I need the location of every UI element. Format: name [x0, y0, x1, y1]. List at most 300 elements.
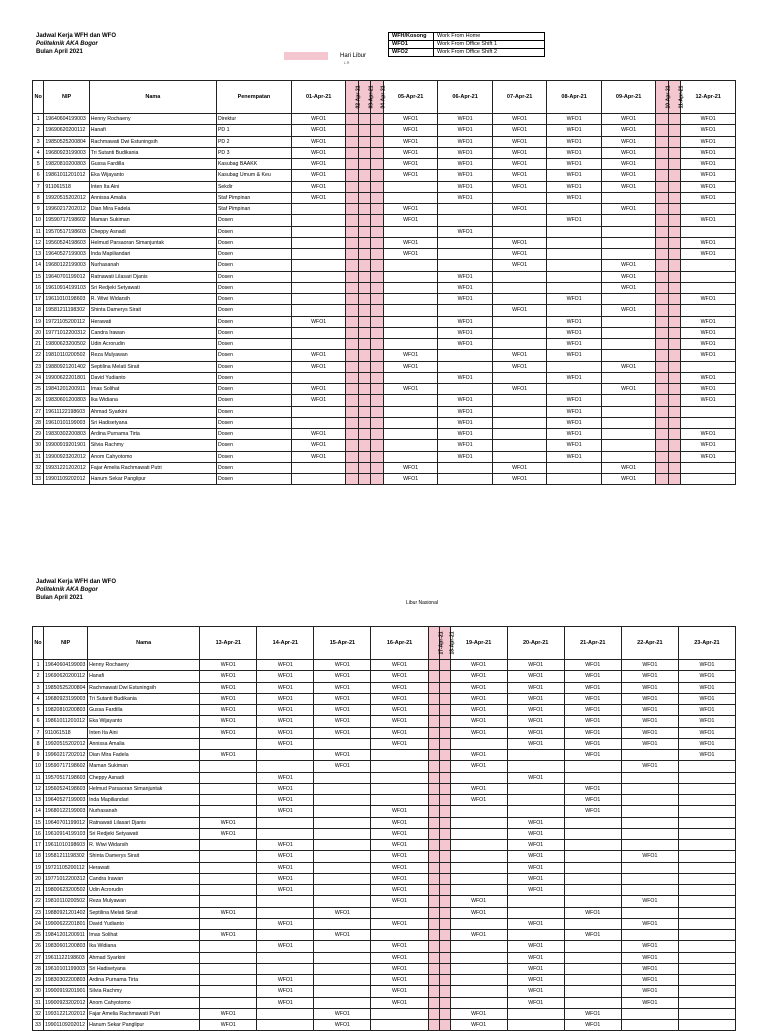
schedule-cell: WFO1: [438, 395, 493, 406]
schedule-cell: WFO1: [507, 885, 564, 896]
employee-nip: 19800623200502: [44, 339, 89, 350]
schedule-cell: [371, 440, 383, 451]
schedule-cell: WFO1: [314, 716, 371, 727]
row-number: 18: [33, 305, 44, 316]
schedule-cell: [621, 885, 678, 896]
schedule-cell: [291, 226, 346, 237]
schedule-cell: WFO1: [601, 114, 656, 125]
schedule-cell: WFO1: [450, 660, 507, 671]
schedule-cell: [668, 249, 680, 260]
employee-nip: 19581211198302: [44, 851, 88, 862]
schedule-cell: [346, 260, 358, 271]
row-number: 29: [33, 429, 44, 440]
schedule-cell: WFO1: [438, 429, 493, 440]
schedule-cell: WFO1: [621, 693, 678, 704]
schedule-cell: WFO1: [681, 451, 736, 462]
employee-placement: Sekdir: [216, 181, 291, 192]
schedule-cell: [428, 738, 439, 749]
schedule-cell: WFO1: [314, 727, 371, 738]
employee-nip: 19611010198603: [44, 840, 88, 851]
schedule-cell: WFO1: [547, 417, 602, 428]
schedule-cell: [601, 327, 656, 338]
schedule-cell: [668, 170, 680, 181]
schedule-cell: [383, 372, 438, 383]
schedule-cell: WFO1: [450, 671, 507, 682]
schedule-cell: [678, 930, 735, 941]
row-number: 7: [33, 181, 44, 192]
table-row: [33, 406, 736, 417]
employee-nip: 19861011201012: [44, 716, 88, 727]
legend-table: [388, 32, 545, 57]
schedule-cell: [564, 896, 621, 907]
schedule-cell: [346, 339, 358, 350]
schedule-cell: WFO1: [678, 671, 735, 682]
schedule-cell: WFO1: [492, 204, 547, 215]
schedule-cell: [439, 671, 450, 682]
employee-name: Henny Rochaeny: [89, 114, 216, 125]
schedule-cell: [601, 215, 656, 226]
schedule-cell: WFO1: [564, 795, 621, 806]
schedule-cell: [492, 215, 547, 226]
schedule-cell: [314, 862, 371, 873]
schedule-cell: WFO1: [507, 986, 564, 997]
employee-nip: 19901109202012: [44, 474, 89, 485]
row-number: 32: [33, 462, 44, 473]
employee-nip: 19560524198603: [44, 237, 89, 248]
schedule-cell: WFO1: [200, 660, 257, 671]
schedule-cell: WFO1: [383, 159, 438, 170]
column-header-date: 15-Apr-21: [314, 627, 371, 660]
employee-nip: 19590717198602: [44, 215, 89, 226]
schedule-cell: WFO1: [492, 170, 547, 181]
schedule-cell: [656, 192, 668, 203]
schedule-cell: WFO1: [507, 716, 564, 727]
table-row: [33, 249, 736, 260]
schedule-cell: WFO1: [291, 114, 346, 125]
schedule-cell: [346, 249, 358, 260]
schedule-cell: WFO1: [507, 851, 564, 862]
row-number: 21: [33, 339, 44, 350]
schedule-cell: [438, 260, 493, 271]
employee-placement: Dosen: [216, 316, 291, 327]
schedule-cell: WFO1: [601, 305, 656, 316]
schedule-cell: [439, 963, 450, 974]
schedule-cell: [678, 828, 735, 839]
schedule-cell: WFO1: [507, 997, 564, 1008]
schedule-cell: [358, 316, 370, 327]
schedule-cell: WFO1: [291, 316, 346, 327]
employee-nip: 19900923202012: [44, 997, 88, 1008]
schedule-cell: [492, 440, 547, 451]
employee-name: Reza Mulyawan: [89, 350, 216, 361]
schedule-cell: [314, 885, 371, 896]
schedule-cell: [358, 429, 370, 440]
employee-name: Eka Wijayanto: [89, 170, 216, 181]
schedule-cell: [656, 339, 668, 350]
employee-nip: 19920515202012: [44, 192, 89, 203]
schedule-cell: WFO1: [314, 682, 371, 693]
employee-nip: 19771012200312: [44, 873, 88, 884]
schedule-cell: [450, 963, 507, 974]
schedule-cell: [438, 350, 493, 361]
schedule-cell: [656, 226, 668, 237]
schedule-cell: WFO1: [492, 361, 547, 372]
schedule-cell: WFO1: [601, 282, 656, 293]
schedule-cell: WFO1: [564, 930, 621, 941]
schedule-cell: [681, 462, 736, 473]
schedule-cell: WFO1: [371, 671, 428, 682]
employee-placement: Dosen: [216, 237, 291, 248]
employee-placement: Dosen: [216, 372, 291, 383]
schedule-cell: WFO1: [547, 395, 602, 406]
schedule-cell: [358, 440, 370, 451]
schedule-cell: [668, 372, 680, 383]
row-number: 14: [33, 806, 44, 817]
schedule-cell: WFO1: [681, 249, 736, 260]
row-number: 20: [33, 873, 44, 884]
schedule-cell: [358, 181, 370, 192]
schedule-cell: [678, 817, 735, 828]
schedule-cell: [547, 204, 602, 215]
schedule-cell: [200, 896, 257, 907]
employee-nip: 19920515202012: [44, 738, 88, 749]
employee-nip: 911061518: [44, 181, 89, 192]
employee-nip: 19841201200911: [44, 930, 88, 941]
schedule-cell: [346, 474, 358, 485]
schedule-cell: WFO1: [621, 716, 678, 727]
table-row: [33, 114, 736, 125]
row-number: 27: [33, 952, 44, 963]
schedule-cell: [371, 429, 383, 440]
schedule-cell: WFO1: [681, 440, 736, 451]
schedule-cell: [678, 862, 735, 873]
employee-placement: Staf Pimpinan: [216, 192, 291, 203]
schedule-cell: [428, 727, 439, 738]
column-header-date: 22-Apr-21: [621, 627, 678, 660]
schedule-cell: WFO1: [621, 896, 678, 907]
row-number: 1: [33, 660, 44, 671]
column-header-date: 23-Apr-21: [678, 627, 735, 660]
schedule-cell: WFO1: [492, 181, 547, 192]
schedule-cell: [601, 350, 656, 361]
national-holiday-label: Libur Nasional: [406, 600, 438, 606]
column-header-nip: NIP: [44, 81, 89, 114]
schedule-cell: [439, 918, 450, 929]
schedule-cell: [668, 305, 680, 316]
schedule-cell: WFO1: [547, 125, 602, 136]
schedule-cell: [621, 817, 678, 828]
schedule-cell: WFO1: [547, 181, 602, 192]
schedule-cell: [200, 986, 257, 997]
schedule-cell: WFO1: [507, 705, 564, 716]
schedule-cell: WFO1: [621, 761, 678, 772]
schedule-cell: [291, 260, 346, 271]
schedule-cell: [439, 750, 450, 761]
schedule-cell: [383, 294, 438, 305]
schedule-cell: [507, 750, 564, 761]
schedule-cell: WFO1: [383, 249, 438, 260]
schedule-cell: [358, 451, 370, 462]
table-row: [33, 817, 736, 828]
schedule-cell: WFO1: [314, 750, 371, 761]
employee-name: Ahmad Syarkini: [89, 406, 216, 417]
schedule-cell: [668, 474, 680, 485]
schedule-cell: [492, 282, 547, 293]
schedule-cell: [564, 862, 621, 873]
schedule-cell: WFO1: [371, 828, 428, 839]
schedule-cell: WFO1: [681, 372, 736, 383]
schedule-cell: [428, 693, 439, 704]
schedule-cell: WFO1: [492, 462, 547, 473]
schedule-cell: WFO1: [438, 125, 493, 136]
schedule-cell: WFO1: [492, 136, 547, 147]
schedule-cell: WFO1: [257, 941, 314, 952]
schedule-cell: WFO1: [371, 682, 428, 693]
schedule-cell: [346, 204, 358, 215]
employee-placement: Dosen: [216, 451, 291, 462]
schedule-cell: WFO1: [291, 429, 346, 440]
employee-placement: Dosen: [216, 474, 291, 485]
schedule-cell: WFO1: [257, 716, 314, 727]
schedule-cell: [291, 474, 346, 485]
schedule-cell: WFO1: [438, 440, 493, 451]
row-number: 17: [33, 294, 44, 305]
schedule-cell: WFO1: [383, 136, 438, 147]
schedule-cell: [668, 350, 680, 361]
column-header-date-label: 02-Apr-21: [355, 85, 362, 109]
schedule-cell: [346, 305, 358, 316]
schedule-cell: [346, 125, 358, 136]
institution-name: Politeknik AKA Bogor: [36, 41, 98, 47]
schedule-cell: [346, 181, 358, 192]
schedule-cell: [439, 907, 450, 918]
schedule-cell: WFO1: [564, 1008, 621, 1019]
schedule-cell: WFO1: [507, 660, 564, 671]
employee-nip: 19640701199012: [44, 271, 89, 282]
schedule-cell: WFO1: [257, 682, 314, 693]
schedule-cell: [668, 204, 680, 215]
employee-name: Cheppy Asnadi: [88, 772, 200, 783]
employee-name: Herawati: [89, 316, 216, 327]
employee-nip: 19640701199012: [44, 817, 88, 828]
schedule-cell: WFO1: [383, 361, 438, 372]
schedule-cell: [314, 840, 371, 851]
schedule-cell: WFO1: [257, 862, 314, 873]
employee-name: Inten Ita Aini: [89, 181, 216, 192]
row-number: 24: [33, 918, 44, 929]
employee-name: Maman Sukiman: [89, 215, 216, 226]
schedule-cell: [668, 237, 680, 248]
schedule-cell: WFO1: [383, 147, 438, 158]
row-number: 28: [33, 417, 44, 428]
schedule-cell: [601, 417, 656, 428]
employee-placement: PD 1: [216, 125, 291, 136]
column-header-date: 19-Apr-21: [450, 627, 507, 660]
schedule-cell: [547, 474, 602, 485]
schedule-cell: WFO1: [371, 952, 428, 963]
row-number: 12: [33, 237, 44, 248]
schedule-cell: WFO1: [678, 682, 735, 693]
schedule-cell: [371, 474, 383, 485]
schedule-cell: [383, 395, 438, 406]
schedule-cell: WFO1: [438, 192, 493, 203]
row-number: 18: [33, 851, 44, 862]
employee-nip: 19680923199003: [44, 147, 89, 158]
schedule-cell: [358, 215, 370, 226]
schedule-cell: [450, 772, 507, 783]
employee-name: Hanafi: [89, 125, 216, 136]
schedule-cell: WFO1: [257, 660, 314, 671]
legend-desc: Work From Office Shift 2: [434, 49, 545, 57]
schedule-cell: WFO1: [257, 975, 314, 986]
schedule-cell: [371, 361, 383, 372]
schedule-cell: WFO1: [200, 750, 257, 761]
schedule-cell: WFO1: [383, 384, 438, 395]
schedule-cell: [358, 462, 370, 473]
schedule-cell: [371, 237, 383, 248]
schedule-cell: WFO1: [621, 705, 678, 716]
table-row: [33, 1008, 736, 1019]
schedule-cell: [564, 918, 621, 929]
row-number: 20: [33, 327, 44, 338]
schedule-cell: WFO1: [371, 885, 428, 896]
schedule-cell: [383, 406, 438, 417]
employee-name: Candra Irawan: [88, 873, 200, 884]
schedule-cell: [371, 204, 383, 215]
schedule-cell: [257, 896, 314, 907]
schedule-cell: [200, 885, 257, 896]
schedule-cell: [621, 750, 678, 761]
schedule-cell: [678, 896, 735, 907]
schedule-cell: WFO1: [507, 828, 564, 839]
table-row: [33, 294, 736, 305]
table-row: [33, 474, 736, 485]
employee-name: David Yudianto: [88, 918, 200, 929]
legend-code: WFO2: [389, 49, 434, 57]
schedule-cell: [358, 136, 370, 147]
legend-desc: Work From Home: [434, 33, 545, 41]
schedule-cell: [346, 294, 358, 305]
schedule-cell: WFO1: [547, 170, 602, 181]
schedule-cell: [428, 873, 439, 884]
schedule-cell: [564, 828, 621, 839]
employee-placement: Dosen: [216, 215, 291, 226]
schedule-cell: [668, 294, 680, 305]
schedule-cell: [291, 462, 346, 473]
row-number: 5: [33, 159, 44, 170]
schedule-cell: [564, 873, 621, 884]
employee-name: Ika Widiana: [89, 395, 216, 406]
schedule-cell: [314, 795, 371, 806]
schedule-cell: [439, 997, 450, 1008]
schedule-cell: WFO1: [678, 705, 735, 716]
schedule-cell: WFO1: [438, 417, 493, 428]
schedule-cell: [668, 159, 680, 170]
schedule-cell: WFO1: [383, 474, 438, 485]
schedule-cell: [358, 406, 370, 417]
employee-nip: 19850525200804: [44, 136, 89, 147]
employee-placement: Dosen: [216, 260, 291, 271]
row-number: 29: [33, 975, 44, 986]
employee-placement: Dosen: [216, 395, 291, 406]
schedule-cell: WFO1: [492, 305, 547, 316]
row-number: 16: [33, 828, 44, 839]
schedule-cell: [428, 1008, 439, 1019]
schedule-cell: [439, 817, 450, 828]
schedule-cell: [291, 417, 346, 428]
employee-nip: 19880921201402: [44, 361, 89, 372]
schedule-cell: [314, 941, 371, 952]
schedule-cell: [358, 339, 370, 350]
schedule-cell: [668, 181, 680, 192]
employee-nip: 19690620200112: [44, 671, 88, 682]
schedule-cell: [438, 249, 493, 260]
schedule-cell: WFO1: [314, 705, 371, 716]
schedule-cell: [314, 896, 371, 907]
schedule-cell: [601, 395, 656, 406]
schedule-cell: [601, 294, 656, 305]
schedule-cell: [439, 727, 450, 738]
schedule-cell: WFO1: [492, 237, 547, 248]
row-number: 7: [33, 727, 44, 738]
schedule-cell: [656, 125, 668, 136]
schedule-cell: WFO1: [257, 918, 314, 929]
table-row: [33, 316, 736, 327]
schedule-cell: [291, 249, 346, 260]
schedule-cell: WFO1: [564, 693, 621, 704]
schedule-cell: [371, 249, 383, 260]
schedule-cell: [621, 930, 678, 941]
employee-placement: Dosen: [216, 339, 291, 350]
schedule-cell: [678, 918, 735, 929]
schedule-cell: WFO1: [291, 125, 346, 136]
schedule-cell: WFO1: [450, 1008, 507, 1019]
schedule-cell: [257, 828, 314, 839]
schedule-cell: [200, 997, 257, 1008]
employee-nip: 19581211198302: [44, 305, 89, 316]
schedule-cell: WFO1: [291, 384, 346, 395]
schedule-cell: WFO1: [371, 986, 428, 997]
table-row: [33, 215, 736, 226]
schedule-cell: [678, 761, 735, 772]
schedule-cell: WFO1: [257, 795, 314, 806]
schedule-cell: [678, 997, 735, 1008]
schedule-cell: [346, 147, 358, 158]
schedule-cell: [656, 260, 668, 271]
row-number: 27: [33, 406, 44, 417]
table-row: [33, 693, 736, 704]
schedule-cell: [668, 316, 680, 327]
schedule-cell: [346, 136, 358, 147]
employee-nip: 19931221202012: [44, 1008, 88, 1019]
schedule-cell: [371, 783, 428, 794]
schedule-cell: [358, 237, 370, 248]
schedule-cell: WFO1: [438, 294, 493, 305]
schedule-cell: WFO1: [450, 783, 507, 794]
schedule-cell: [438, 474, 493, 485]
schedule-cell: [428, 952, 439, 963]
schedule-cell: [291, 294, 346, 305]
schedule-cell: [450, 851, 507, 862]
schedule-cell: WFO1: [450, 1020, 507, 1031]
schedule-cell: [383, 260, 438, 271]
row-number: 3: [33, 136, 44, 147]
table-row: [33, 783, 736, 794]
employee-placement: Dosen: [216, 440, 291, 451]
schedule-cell: [668, 384, 680, 395]
employee-name: Hanum Sekar Panglipur: [88, 1020, 200, 1031]
schedule-cell: [450, 828, 507, 839]
